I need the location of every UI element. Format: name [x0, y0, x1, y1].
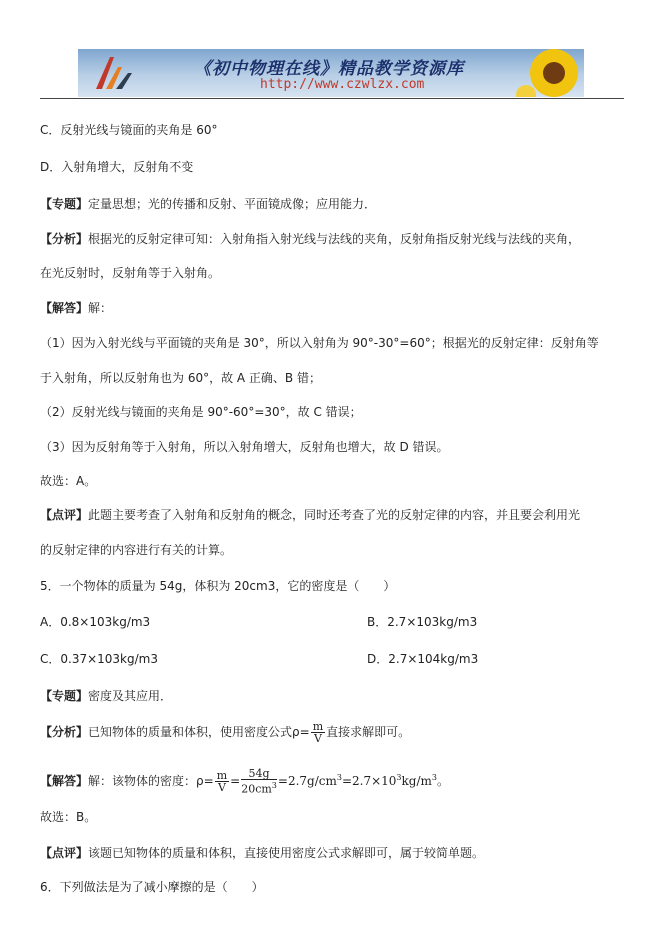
q5-answer-line	[40, 768, 449, 795]
topic-label: 【专题】	[40, 197, 89, 211]
answer-denominator-2	[241, 780, 277, 795]
q5-answer-label: 【解答】	[40, 773, 89, 788]
answer-end: 。	[436, 773, 449, 788]
comment-line-1	[40, 507, 580, 523]
q5-analysis-tail: 直接求解即可。	[326, 725, 411, 739]
answer-fraction-1	[215, 770, 229, 793]
density-formula-fraction	[311, 721, 325, 744]
q5-analysis-line	[40, 721, 410, 744]
q5-option-a: A．0.8×103kg/m3	[40, 615, 151, 629]
sunflower-icon	[514, 49, 584, 97]
analysis-label: 【分析】	[40, 232, 89, 246]
q5-analysis-label: 【分析】	[40, 725, 89, 739]
comment-text-1: 此题主要考查了入射角和反射角的概念，同时还考查了光的反射定律的内容，并且要会利用光	[88, 508, 581, 522]
analysis-line-2: 在光反射时，反射角等于入射角。	[40, 266, 221, 280]
answer-label: 【解答】	[40, 301, 89, 315]
logo-icon	[88, 53, 138, 93]
comment-line-2: 的反射定律的内容进行有关的计算。	[40, 543, 233, 557]
answer-numerator-2: 54g	[241, 768, 277, 780]
answer-den2-base: 20cm	[241, 782, 272, 796]
q6-stem: 6．下列做法是为了减小摩擦的是（ ）	[40, 880, 264, 894]
option-c: C．反射光线与镜面的夹角是 60°	[40, 123, 218, 137]
step-3: （3）因为反射角等于入射角，所以入射角增大，反射角也增大，故 D 错误。	[40, 440, 449, 454]
answer-result-2: =2.7×10	[341, 773, 397, 788]
q5-topic-label: 【专题】	[40, 689, 89, 703]
formula-denominator: V	[313, 732, 322, 745]
q5-comment-text: 该题已知物体的质量和体积，直接使用密度公式求解即可，属于较简单题。	[88, 846, 485, 860]
header-divider	[40, 98, 624, 99]
answer-result-3: kg/m	[401, 773, 432, 788]
topic-line	[40, 196, 376, 212]
banner-title: 《初中物理在线》精品教学资源库	[194, 59, 464, 79]
answer-text: 解：	[88, 301, 113, 315]
q5-analysis-text: 已知物体的质量和体积，使用密度公式ρ=	[88, 725, 310, 739]
formula-numerator: m	[312, 720, 324, 733]
answer-numerator-1: m	[216, 768, 228, 782]
comment-label: 【点评】	[40, 508, 89, 522]
q5-option-b: B．2.7×103kg/m3	[367, 615, 478, 629]
answer-line	[40, 300, 112, 316]
q5-comment-label: 【点评】	[40, 846, 89, 860]
answer-result-3-sup: 3	[431, 772, 437, 782]
step-1b: 于入射角，所以反射角也为 60°，故 A 正确、B 错；	[40, 371, 321, 385]
topic-text: 定量思想；光的传播和反射、平面镜成像；应用能力．	[88, 197, 377, 211]
banner-url[interactable]: http://www.czwlzx.com	[260, 77, 425, 92]
q5-option-c: C．0.37×103kg/m3	[40, 652, 158, 666]
q5-comment-line	[40, 845, 484, 861]
option-d: D．入射角增大，反射角不变	[40, 160, 194, 174]
answer-equals: =	[230, 773, 241, 788]
analysis-line-1	[40, 231, 580, 247]
q5-topic-text: 密度及其应用．	[88, 689, 173, 703]
answer-result-sup: 3	[336, 772, 342, 782]
answer-result-2-sup: 3	[396, 772, 402, 782]
q5-option-d: D．2.7×104kg/m3	[367, 652, 479, 666]
step-2: （2）反射光线与镜面的夹角是 90°-60°=30°，故 C 错误；	[40, 405, 362, 419]
answer-den2-sup: 3	[271, 781, 277, 790]
choice-line: 故选：A。	[40, 474, 97, 488]
answer-result: =2.7g/cm	[277, 773, 337, 788]
q5-topic-line	[40, 688, 172, 704]
q5-answer-prefix: 解：该物体的密度：ρ=	[88, 773, 214, 788]
analysis-text-1: 根据光的反射定律可知：入射角指入射光线与法线的夹角，反射角指反射光线与法线的夹角，	[88, 232, 581, 246]
answer-fraction-2	[241, 768, 277, 795]
header-banner	[78, 49, 584, 97]
q5-stem: 5．一个物体的质量为 54g，体积为 20cm3，它的密度是（ ）	[40, 579, 396, 593]
answer-denominator-1: V	[217, 780, 226, 794]
step-1a: （1）因为入射光线与平面镜的夹角是 30°，所以入射角为 90°-30°=60°；根据光的反射定律：反射角等	[40, 336, 599, 350]
q5-choice-line: 故选：B。	[40, 810, 97, 824]
